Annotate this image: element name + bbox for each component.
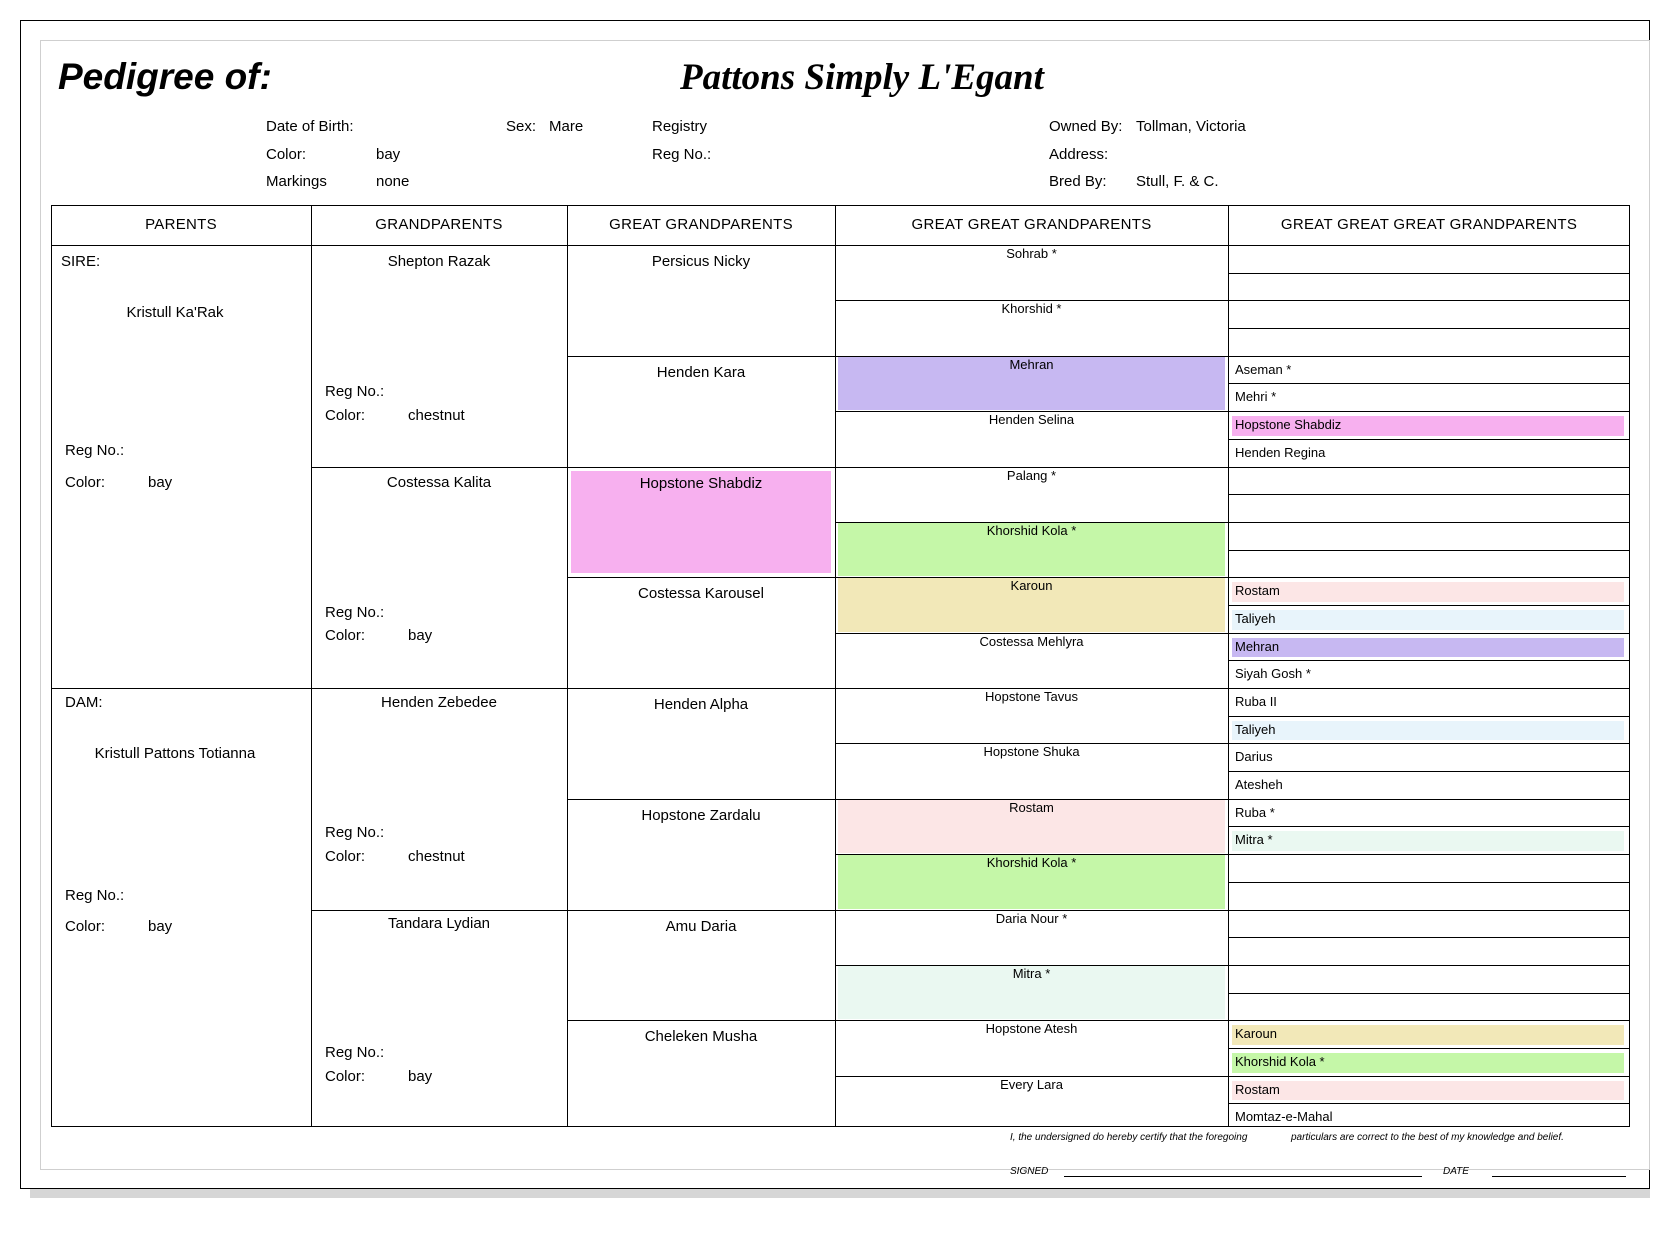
great-grandparents-divider [567,577,835,578]
ggg-grandparents-divider [1228,882,1630,883]
ggg-grandparents-divider [1228,577,1630,578]
sire-label: SIRE: [61,253,101,270]
color-value: bay [376,146,401,163]
grandparent-name: Tandara Lydian [387,915,491,932]
gg-grandparent-name: Sohrab * [1006,246,1057,261]
ggg-grandparent-highlight [1232,1081,1624,1101]
gg-grandparents-divider [835,965,1228,966]
grandparent-color-value: bay [408,1068,433,1085]
ggg-grandparents-divider [1228,1048,1630,1049]
ggg-grandparent-name: Darius [1235,749,1273,765]
ggg-grandparent-name: Taliyeh [1235,721,1276,737]
ggg-grandparent-name: Rostam [1235,1081,1280,1097]
ggg-grandparents-divider [1228,854,1630,855]
dam-reg-label: Reg No.: [65,887,125,904]
grandparent-reg-label: Reg No.: [325,383,385,400]
color-label: Color: [266,146,307,163]
sire-name: Kristull Ka'Rak [126,304,224,321]
ggg-grandparents-divider [1228,937,1630,938]
ggg-grandparents-divider [1228,633,1630,634]
ggg-grandparent-highlight [1232,582,1624,602]
gg-grandparents-divider [835,910,1228,911]
ggg-grandparents-divider [1228,826,1630,827]
ggg-grandparent-name: Atesheh [1235,777,1283,793]
ggg-grandparents-divider [1228,965,1630,966]
col-header-ggg-grandparents: GREAT GREAT GREAT GRANDPARENTS [1280,216,1578,233]
bred-by-label: Bred By: [1049,173,1107,190]
ggg-grandparent-name: Mitra * [1235,832,1273,848]
great-grandparent-name: Hopstone Zardalu [641,806,761,824]
date-line[interactable] [1492,1176,1626,1177]
sex-label: Sex: [506,118,537,135]
ggg-grandparents-divider [1228,799,1630,800]
grandparent-name: Costessa Kalita [386,474,492,491]
parents-divider [51,688,311,689]
gg-grandparent-name: Palang * [1006,467,1057,483]
ggg-grandparents-divider [1228,743,1630,744]
grandparent-color-label: Color: [325,627,366,644]
ggg-grandparents-divider [1228,910,1630,911]
column-divider [311,205,312,1127]
ggg-grandparents-divider [1228,550,1630,551]
certify-text-1: I, the undersigned do hereby certify that the foregoing [1010,1132,1248,1143]
gg-grandparent-name: Rostam [1009,799,1054,815]
dam-color-value: bay [148,918,173,935]
reg-no-label: Reg No.: [652,146,712,163]
great-grandparent-name: Henden Alpha [653,696,749,713]
gg-grandparents-divider [835,854,1228,855]
gg-grandparent-name: Mehran [1009,356,1054,372]
ggg-grandparent-name: Mehri * [1235,389,1277,405]
ggg-grandparents-divider [1228,1020,1630,1021]
gg-grandparents-divider [835,743,1228,744]
signed-label: SIGNED [1010,1166,1049,1177]
great-grandparent-name: Persicus Nicky [651,253,751,270]
gg-grandparent-name: Karoun [1010,578,1053,594]
gg-grandparents-divider [835,577,1228,578]
ggg-grandparents-divider [1228,716,1630,717]
bred-by-value: Stull, F. & C. [1136,173,1219,190]
ggg-grandparents-divider [1228,273,1630,274]
grandparent-color-value: chestnut [408,848,465,865]
header-divider [51,245,1630,246]
ggg-grandparents-divider [1228,300,1630,301]
gg-grandparents-divider [835,300,1228,301]
ggg-grandparent-name: Ruba * [1235,804,1275,820]
ggg-grandparent-name: Henden Regina [1235,444,1326,460]
address-label: Address: [1049,146,1109,163]
gg-grandparents-divider [835,522,1228,523]
dam-label: DAM: [65,694,103,711]
gg-grandparents-divider [835,1020,1228,1021]
ggg-grandparent-highlight [1232,721,1624,741]
ggg-grandparent-name: Ruba II [1235,694,1277,709]
owned-by-value: Tollman, Victoria [1136,118,1246,135]
pedigree-label: Pedigree of: [58,56,272,97]
ggg-grandparent-name: Khorshid Kola * [1235,1053,1325,1069]
great-grandparent-name: Cheleken Musha [644,1028,758,1046]
grandparent-reg-label: Reg No.: [325,1044,385,1061]
ggg-grandparent-highlight [1232,1025,1624,1045]
date-label: DATE [1443,1166,1469,1177]
grandparent-reg-label: Reg No.: [325,604,385,621]
signature-line[interactable] [1064,1176,1422,1177]
ggg-grandparents-divider [1228,383,1630,384]
great-grandparent-name: Costessa Karousel [638,585,764,603]
owned-by-label: Owned By: [1049,118,1123,135]
great-grandparent-name: Hopstone Shabdiz [639,474,763,492]
col-header-gg-grandparents: GREAT GREAT GRANDPARENTS [911,216,1152,233]
great-grandparents-divider [567,910,835,911]
ggg-grandparents-divider [1228,494,1630,495]
ggg-grandparents-divider [1228,688,1630,689]
ggg-grandparent-highlight [1232,610,1624,630]
column-divider [567,205,568,1127]
ggg-grandparents-divider [1228,467,1630,468]
gg-grandparents-divider [835,411,1228,412]
grandparent-color-label: Color: [325,1068,366,1085]
dam-color-label: Color: [65,918,106,935]
gg-grandparent-name: Hopstone Tavus [985,689,1078,704]
dam-name: Kristull Pattons Totianna [94,745,256,762]
great-grandparents-divider [567,799,835,800]
great-grandparents-divider [567,467,835,468]
ggg-grandparents-divider [1228,522,1630,523]
sire-color-label: Color: [65,474,106,491]
ggg-grandparent-name: Rostam [1235,583,1280,599]
grandparent-name: Shepton Razak [387,253,491,270]
ggg-grandparents-divider [1228,328,1630,329]
grandparent-color-value: bay [408,627,433,644]
ggg-grandparents-divider [1228,439,1630,440]
gg-grandparents-divider [835,1076,1228,1077]
ggg-grandparent-name: Momtaz-e-Mahal [1235,1109,1333,1125]
ggg-grandparents-divider [1228,411,1630,412]
grandparent-color-label: Color: [325,407,366,424]
ggg-grandparent-name: Taliyeh [1235,610,1276,626]
great-grandparents-divider [567,1020,835,1021]
dob-label: Date of Birth: [266,118,354,135]
ggg-grandparent-name: Aseman * [1235,361,1292,377]
column-divider [835,205,836,1127]
ggg-grandparents-divider [1228,660,1630,661]
great-grandparent-name: Henden Kara [656,363,746,381]
gg-grandparent-name: Khorshid Kola * [986,855,1077,871]
markings-label: Markings [266,173,327,190]
ggg-grandparent-name: Hopstone Shabdiz [1235,417,1342,433]
ggg-grandparent-highlight [1232,831,1624,851]
horse-name: Pattons Simply L'Egant [680,57,1044,98]
ggg-grandparents-divider [1228,1103,1630,1104]
col-header-grandparents: GRANDPARENTS [375,216,503,233]
col-header-great-grandparents: GREAT GRANDPARENTS [609,216,793,233]
col-header-parents: PARENTS [145,216,217,233]
gg-grandparents-divider [835,467,1228,468]
gg-grandparents-divider [835,688,1228,689]
sire-reg-label: Reg No.: [65,442,125,459]
grandparents-divider [311,467,567,468]
ggg-grandparent-highlight [1232,638,1624,658]
gg-grandparents-divider [835,633,1228,634]
gg-grandparent-name: Henden Selina [988,412,1075,428]
great-grandparent-name: Amu Daria [665,917,737,935]
column-divider [1228,205,1229,1127]
gg-grandparents-divider [835,799,1228,800]
registry-label: Registry [652,118,708,135]
great-grandparents-divider [567,688,835,689]
grandparent-color-label: Color: [325,848,366,865]
ggg-grandparents-divider [1228,771,1630,772]
great-grandparents-divider [567,356,835,357]
markings-value: none [376,173,410,190]
grandparents-divider [311,910,567,911]
ggg-grandparents-divider [1228,605,1630,606]
grandparent-name: Henden Zebedee [381,694,497,711]
ggg-grandparents-divider [1228,1076,1630,1077]
ggg-grandparents-divider [1228,993,1630,994]
sire-color-value: bay [148,474,173,491]
sex-value: Mare [549,118,584,135]
certify-text-2: particulars are correct to the best of my knowledge and belief. [1291,1132,1564,1143]
gg-grandparent-name: Costessa Mehlyra [979,633,1084,649]
gg-grandparents-divider [835,356,1228,357]
ggg-grandparents-divider [1228,356,1630,357]
gg-grandparent-name: Every Lara [1000,1076,1063,1092]
gg-grandparent-name: Mitra * [1012,965,1051,981]
ggg-grandparent-name: Karoun [1235,1026,1277,1042]
ggg-grandparent-name: Siyah Gosh * [1235,666,1311,682]
gg-grandparent-name: Hopstone Shuka [983,744,1080,760]
gg-grandparent-name: Khorshid Kola * [986,522,1077,538]
grandparents-divider [311,688,567,689]
gg-grandparent-name: Khorshid * [1001,301,1062,317]
grandparent-color-value: chestnut [408,407,465,424]
gg-grandparent-name: Daria Nour * [995,910,1068,926]
gg-grandparent-name: Hopstone Atesh [985,1021,1078,1037]
ggg-grandparent-name: Mehran [1235,638,1280,654]
grandparent-reg-label: Reg No.: [325,824,385,841]
